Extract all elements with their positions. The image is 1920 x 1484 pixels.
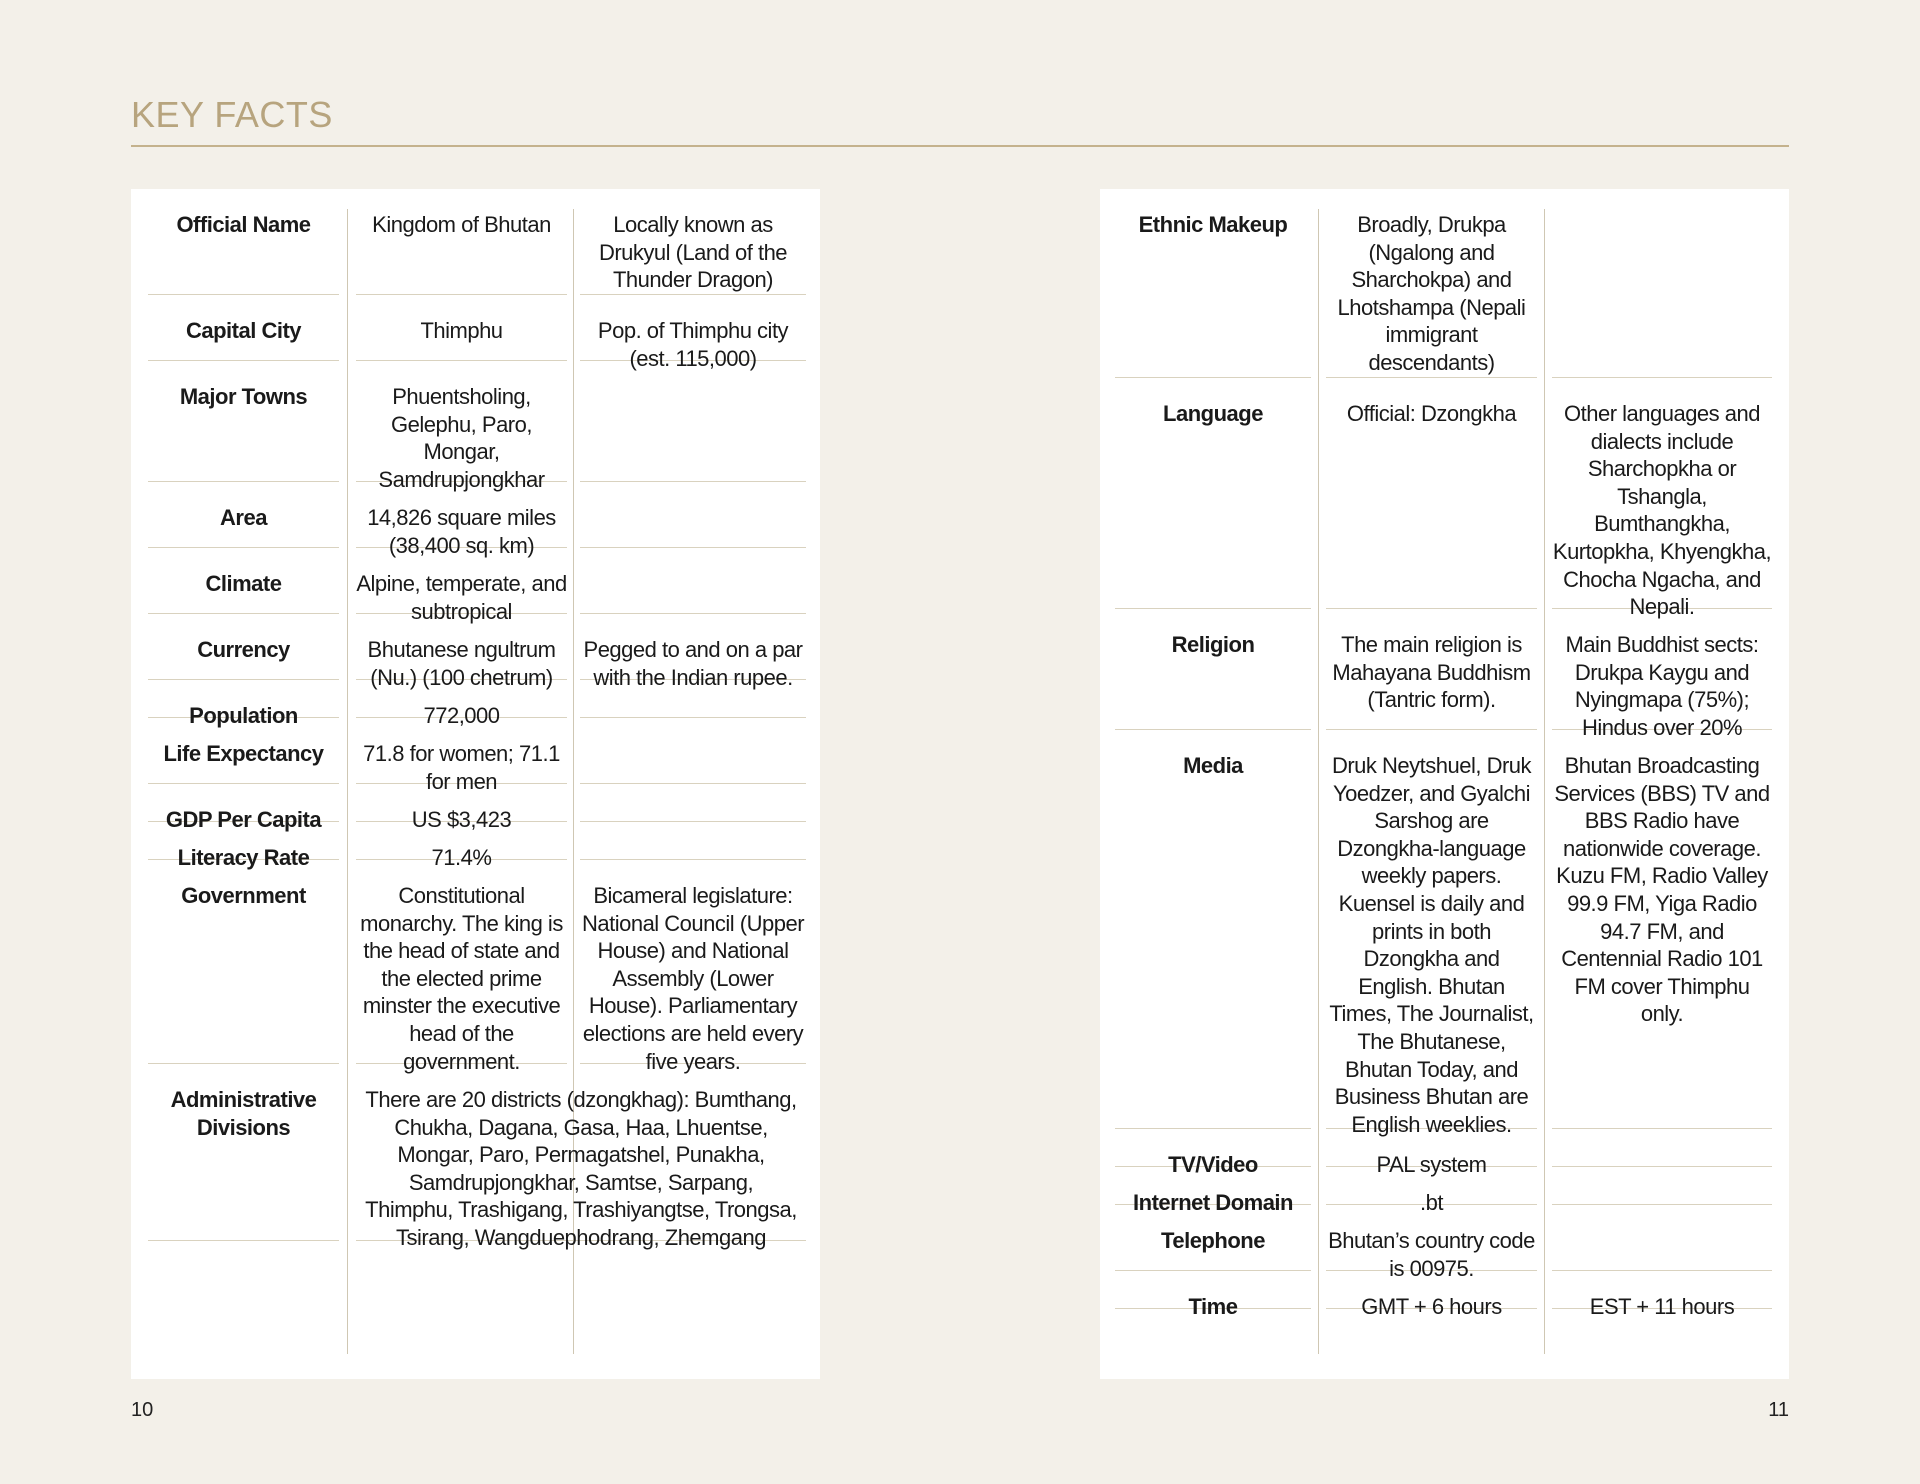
title-divider <box>131 145 1789 147</box>
fact-value: Broadly, Drukpa (Ngalong and Sharchokpa) and Lhotshampa (Nepali immigrant descendants) <box>1326 189 1537 378</box>
fact-row-gdp-per-capita <box>131 784 820 832</box>
fact-row-life-expectancy <box>131 718 820 794</box>
fact-label: Climate <box>148 548 339 614</box>
fact-note: Other languages and dialects include Sharchopkha or Tshangla, Bumthangkha, Kurtopkha, Khyengkha, Chocha Ngacha, and Nepali. <box>1552 378 1772 609</box>
fact-row-area <box>131 482 820 558</box>
fact-value: Phuentsholing, Gelephu, Paro, Mongar, Samdrupjongkhar <box>356 361 567 482</box>
fact-value: 772,000 <box>356 680 567 718</box>
fact-value: Alpine, temperate, and subtropical <box>356 548 567 614</box>
fact-label: Government <box>148 860 339 1064</box>
fact-label: TV/Video <box>1115 1129 1311 1167</box>
fact-row-literacy-rate <box>131 822 820 870</box>
fact-label: Internet Domain <box>1115 1167 1311 1205</box>
fact-row-major-towns <box>131 361 820 492</box>
fact-note <box>580 718 806 784</box>
fact-note: Bhutan Broadcasting Services (BBS) TV and BBS Radio have nationwide coverage. Kuzu FM, Radio Valley 99.9 FM, Yiga Radio 94.7 FM, and Centennial Radio 101 FM cover Thimphu only. <box>1552 730 1772 1129</box>
fact-note <box>580 784 806 822</box>
fact-value: Thimphu <box>356 295 567 361</box>
fact-row-administrative-divisions <box>131 1064 820 1250</box>
page-title: KEY FACTS <box>131 94 333 135</box>
fact-value: GMT + 6 hours <box>1326 1271 1537 1309</box>
fact-value: Bhutanese ngultrum (Nu.) (100 chetrum) <box>356 614 567 680</box>
fact-value: Druk Neytshuel, Druk Yoedzer, and Gyalchi Sarshog are Dzongkha-language weekly papers. Kuensel is daily and prints in both Dzongkha and English. Bhutan Times, The Journalist, The Bhutanese, Bhutan Today, and Business Bhutan are English weeklies. <box>1326 730 1537 1129</box>
fact-note <box>580 361 806 482</box>
fact-row-population <box>131 680 820 728</box>
fact-row-ethnic-makeup <box>1100 189 1789 378</box>
fact-note: Locally known as Drukyul (Land of the Thunder Dragon) <box>580 189 806 295</box>
fact-row-tv-video <box>1100 1129 1789 1177</box>
fact-row-media <box>1100 730 1789 1137</box>
fact-value: Bhutan’s country code is 00975. <box>1326 1205 1537 1271</box>
fact-note: Pop. of Thimphu city (est. 115,000) <box>580 295 806 361</box>
fact-label: Media <box>1115 730 1311 1129</box>
fact-note: Bicameral legislature: National Council (Upper House) and National Assembly (Lower House). Parliamentary elections are held every five years. <box>580 860 806 1064</box>
fact-label: GDP Per Capita <box>148 784 339 822</box>
fact-value: Official: Dzongkha <box>1326 378 1537 609</box>
fact-note: Pegged to and on a par with the Indian rupee. <box>580 614 806 680</box>
fact-row-official-name <box>131 189 820 295</box>
fact-note: EST + 11 hours <box>1552 1271 1772 1309</box>
fact-note <box>580 822 806 860</box>
fact-label: Capital City <box>148 295 339 361</box>
fact-label: Language <box>1115 378 1311 609</box>
fact-row-currency <box>131 614 820 690</box>
fact-value: 71.4% <box>356 822 567 860</box>
fact-label: Administrative Divisions <box>148 1064 339 1241</box>
fact-row-religion <box>1100 609 1789 740</box>
fact-label: Ethnic Makeup <box>1115 189 1311 378</box>
fact-note <box>1552 1129 1772 1167</box>
fact-label: Telephone <box>1115 1205 1311 1271</box>
fact-row-telephone <box>1100 1205 1789 1281</box>
fact-label: Population <box>148 680 339 718</box>
page-number-right: 11 <box>1768 1399 1789 1421</box>
page-number-left: 10 <box>131 1399 154 1421</box>
fact-label: Literacy Rate <box>148 822 339 860</box>
fact-row-capital-city <box>131 295 820 371</box>
fact-value: 71.8 for women; 71.1 for men <box>356 718 567 784</box>
fact-note <box>1552 1167 1772 1205</box>
fact-note <box>1552 1205 1772 1271</box>
fact-value: There are 20 districts (dzongkhag): Bumthang, Chukha, Dagana, Gasa, Haa, Lhuentse, Mongar, Paro, Permagatshel, Punakha, Samdrupjongkhar, Samtse, Sarpang, Thimphu, Trashigang, Trashiyangtse, Trongsa, Tsirang, Wangduephodrang, Zhemgang <box>356 1064 806 1241</box>
fact-value: PAL system <box>1326 1129 1537 1167</box>
fact-note <box>1552 189 1772 378</box>
fact-note <box>580 548 806 614</box>
fact-label: Life Expectancy <box>148 718 339 784</box>
fact-value: Kingdom of Bhutan <box>356 189 567 295</box>
fact-row-internet-domain <box>1100 1167 1789 1215</box>
fact-label: Time <box>1115 1271 1311 1309</box>
fact-value: The main religion is Mahayana Buddhism (Tantric form). <box>1326 609 1537 730</box>
fact-note: Main Buddhist sects: Drukpa Kaygu and Nyingmapa (75%); Hindus over 20% <box>1552 609 1772 730</box>
fact-label: Area <box>148 482 339 548</box>
fact-value: US $3,423 <box>356 784 567 822</box>
fact-label: Currency <box>148 614 339 680</box>
fact-label: Religion <box>1115 609 1311 730</box>
fact-label: Major Towns <box>148 361 339 482</box>
fact-row-time <box>1100 1271 1789 1319</box>
left-facts-table <box>131 189 820 1379</box>
fact-note <box>580 680 806 718</box>
fact-value: 14,826 square miles (38,400 sq. km) <box>356 482 567 548</box>
fact-value: Constitutional monarchy. The king is the head of state and the elected prime minster the executive head of the government. <box>356 860 567 1064</box>
fact-row-government <box>131 860 820 1074</box>
fact-value: .bt <box>1326 1167 1537 1205</box>
fact-row-climate <box>131 548 820 624</box>
fact-row-language <box>1100 378 1789 620</box>
right-facts-table <box>1100 189 1789 1379</box>
fact-note <box>580 482 806 548</box>
fact-label: Official Name <box>148 189 339 295</box>
